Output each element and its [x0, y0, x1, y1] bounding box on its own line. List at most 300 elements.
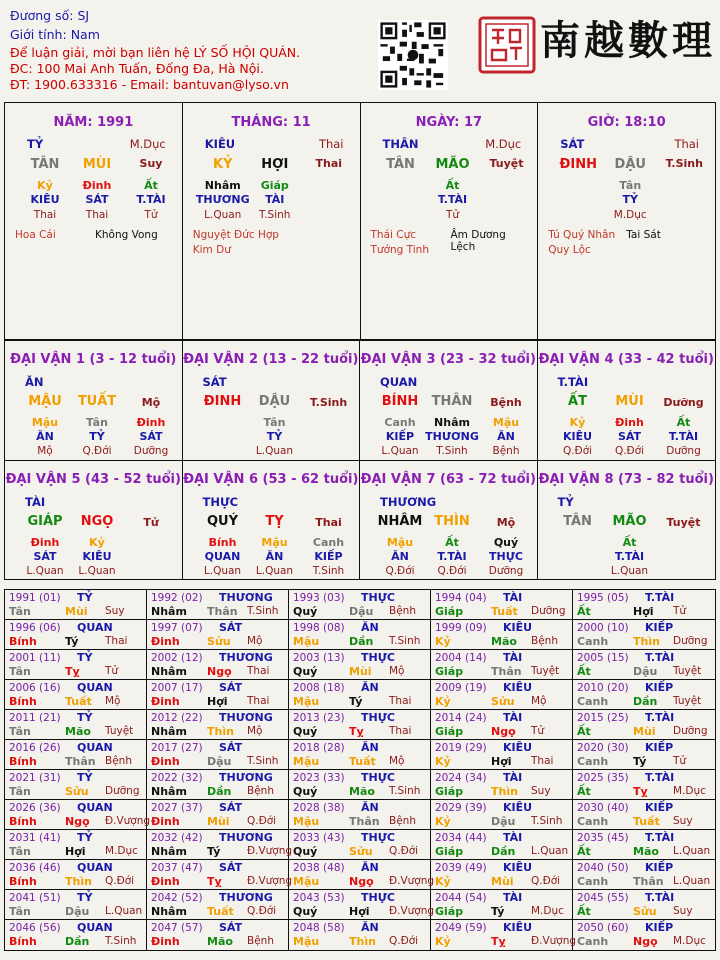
year-branch: Mão — [207, 935, 233, 948]
year-phase: Thai — [247, 665, 270, 677]
big-cycle-stem: TÂN — [563, 513, 592, 529]
year-cell[interactable] — [431, 860, 573, 890]
hidden-stem: Ất — [445, 535, 459, 549]
pillar-stars — [193, 229, 354, 259]
year-branch: Tý — [65, 635, 79, 648]
year-label: 2045 (55) — [577, 892, 629, 904]
pillar-god-row — [9, 137, 178, 153]
year-label: 2011 (21) — [9, 712, 61, 724]
big-cycle-cell[interactable] — [538, 460, 716, 580]
hidden-stem: Kỷ — [569, 416, 586, 429]
year-stem: Bính — [9, 815, 37, 828]
year-label: 2010 (20) — [577, 682, 629, 694]
pillar-stem-branch-row — [365, 157, 534, 175]
hidden-phase: Q.Đới — [385, 564, 415, 577]
big-cycle-phase: T.Sinh — [309, 396, 348, 409]
year-god: SÁT — [219, 681, 243, 694]
year-cell[interactable] — [431, 650, 573, 680]
year-phase: Tuyệt — [673, 665, 702, 677]
year-branch: Hợi — [491, 755, 512, 768]
big-cycle-god: TỶ — [557, 494, 574, 509]
year-cell[interactable] — [573, 740, 715, 770]
year-label: 2029 (39) — [435, 802, 487, 814]
pillar-stem-branch-row — [542, 157, 711, 175]
hidden-god: TỶ — [622, 193, 638, 206]
year-cell[interactable] — [5, 830, 147, 860]
big-cycle-hidden-gods — [9, 430, 178, 446]
hidden-god: KIÊU — [82, 549, 112, 563]
big-cycle-phase: Bệnh — [490, 396, 522, 409]
year-cell[interactable] — [147, 740, 289, 770]
year-cell[interactable] — [147, 830, 293, 860]
year-branch: Tỵ — [65, 665, 80, 678]
year-phase: Dưỡng — [673, 635, 708, 647]
pillar-stem: ĐINH — [559, 157, 597, 172]
year-branch: Tuất — [207, 905, 234, 918]
star-name: Nguyệt Đức Hợp — [192, 229, 279, 241]
pillar-hidden-phases — [542, 209, 711, 227]
hidden-stem: Nhâm — [434, 416, 470, 429]
year-stem: Mậu — [293, 815, 320, 828]
year-stem: Ất — [577, 845, 591, 858]
year-label: 1996 (06) — [9, 622, 61, 634]
year-stem: Quý — [293, 845, 318, 858]
big-cycle-title: ĐẠI VẬN 5 (43 - 52 tuổi) — [5, 471, 181, 487]
big-cycle-cell[interactable] — [183, 460, 361, 580]
pillar-god-phase: Thai — [318, 137, 344, 151]
year-stem: Kỷ — [435, 935, 451, 948]
year-cell[interactable] — [573, 920, 715, 950]
star-line — [548, 229, 709, 244]
big-cycle-cell[interactable] — [538, 340, 716, 460]
big-cycle-branch: THÂN — [431, 394, 473, 409]
year-stem: Nhâm — [151, 785, 187, 798]
year-label: 2018 (28) — [293, 742, 345, 754]
hidden-phase: Q.Đới — [614, 445, 645, 457]
year-cell[interactable] — [573, 650, 715, 680]
pillar-column[interactable] — [361, 103, 539, 339]
year-branch: Ngọ — [491, 725, 516, 738]
year-god: TỶ — [77, 711, 93, 724]
code-line — [10, 8, 380, 24]
hidden-god: KIẾP — [385, 430, 415, 443]
year-cell[interactable] — [5, 740, 147, 770]
year-cell[interactable] — [431, 620, 573, 650]
big-cycle-hidden-phases — [364, 565, 533, 581]
big-cycle-stem-branch — [9, 514, 178, 530]
big-cycle-phase: Tuyệt — [666, 515, 701, 529]
pillar-phase: Tuyệt — [489, 157, 524, 170]
big-cycle-stem-branch — [187, 394, 356, 410]
year-cell[interactable] — [573, 830, 715, 860]
big-cycle-stem: NHÂM — [377, 513, 423, 529]
pillar-stem: TÂN — [30, 157, 60, 172]
year-god: THỰC — [361, 891, 395, 904]
hidden-stem: Kỷ — [37, 179, 53, 192]
star-line — [15, 229, 176, 244]
pillar-stem: TÂN — [386, 157, 415, 172]
year-stem: Canh — [577, 815, 609, 828]
hidden-phase: L.Quan — [78, 564, 116, 577]
year-cell[interactable] — [289, 890, 435, 920]
hidden-god: SÁT — [33, 549, 57, 563]
year-phase: Thai — [105, 635, 128, 647]
year-god: THỰC — [361, 771, 395, 784]
year-label: 1992 (02) — [151, 592, 203, 604]
year-label: 2024 (34) — [435, 772, 487, 784]
year-label: 2022 (32) — [151, 772, 203, 784]
year-phase: Q.Đới — [389, 935, 419, 947]
hidden-stem: Kỷ — [89, 535, 105, 549]
year-cell[interactable] — [573, 800, 715, 830]
year-cell[interactable] — [5, 800, 151, 830]
phone-line: ĐT: 1900.633316 - Email: bantuvan@lyso.vn — [10, 77, 289, 92]
year-cell[interactable] — [431, 830, 573, 860]
big-cycle-stem-branch — [542, 514, 712, 530]
year-label: 2047 (57) — [151, 922, 203, 934]
year-cell[interactable] — [431, 770, 573, 800]
year-cell[interactable] — [5, 590, 147, 620]
star-line — [371, 244, 532, 259]
year-label: 2031 (41) — [9, 832, 61, 844]
year-stem: Bính — [9, 635, 37, 648]
gender-value: Nam — [70, 27, 100, 42]
qr-code-icon[interactable] — [378, 20, 448, 90]
year-cell[interactable] — [5, 890, 147, 920]
hidden-stem: Canh — [312, 535, 345, 549]
year-cell[interactable] — [289, 800, 431, 830]
hidden-god: T.TÀI — [614, 549, 645, 563]
star-name: Kim Dư — [192, 244, 231, 256]
year-cell[interactable] — [5, 680, 147, 710]
hidden-god: ĂN — [497, 430, 515, 443]
big-cycle-stem: BÍNH — [381, 394, 419, 409]
big-cycle-cell[interactable] — [360, 460, 538, 580]
year-label: 2028 (38) — [293, 802, 345, 814]
year-cell[interactable] — [147, 710, 289, 740]
year-phase: Đ.Vượng — [389, 875, 435, 887]
year-cell[interactable] — [147, 800, 289, 830]
big-cycle-cell[interactable] — [5, 460, 183, 580]
year-cell[interactable] — [573, 890, 715, 920]
hidden-god: T.TÀI — [136, 193, 166, 206]
year-label: 2032 (42) — [151, 832, 203, 844]
pillar-hidden-phases — [365, 209, 534, 227]
year-branch: Tỵ — [207, 875, 222, 888]
year-cell[interactable] — [147, 650, 289, 680]
year-cell[interactable] — [431, 680, 573, 710]
big-cycle-phase: Dưỡng — [663, 396, 704, 409]
year-god: ĂN — [361, 621, 379, 634]
big-cycle-title: ĐẠI VẬN 4 (33 - 42 tuổi) — [538, 352, 714, 367]
year-cell[interactable] — [431, 710, 573, 740]
year-cell[interactable] — [573, 770, 715, 800]
hidden-phase: Dưỡng — [666, 445, 701, 457]
year-god: THƯƠNG — [219, 711, 273, 724]
year-label: 2017 (27) — [151, 742, 203, 754]
year-phase: Đ.Vượng — [389, 905, 435, 917]
year-label: 2023 (33) — [293, 772, 345, 784]
star-name: Tai Sát — [626, 229, 661, 241]
big-cycle-cell[interactable] — [360, 340, 538, 460]
big-cycle-phase: Thai — [315, 515, 342, 529]
year-branch: Mùi — [65, 605, 88, 618]
year-god: ĂN — [361, 741, 379, 754]
hidden-stem: Mậu — [31, 416, 59, 429]
year-god: THỰC — [361, 711, 395, 724]
year-branch: Ngọ — [349, 875, 374, 888]
hidden-stem: Tân — [263, 416, 286, 429]
year-cell[interactable] — [147, 680, 289, 710]
year-god: KIẾP — [645, 681, 674, 694]
big-cycle-stem-branch — [364, 394, 533, 410]
year-phase: Bệnh — [389, 815, 416, 827]
year-phase: T.Sinh — [247, 755, 279, 767]
big-cycle-branch: TUẤT — [77, 394, 117, 409]
big-cycle-stem-branch — [364, 514, 533, 530]
year-cell[interactable] — [5, 650, 147, 680]
big-cycle-stem: ĐINH — [203, 394, 242, 409]
year-god: THỰC — [361, 831, 395, 844]
year-god: TÀI — [503, 591, 523, 604]
year-god: T.TÀI — [645, 771, 675, 784]
year-stem: Đinh — [151, 875, 180, 888]
year-label: 2049 (59) — [435, 922, 487, 934]
year-cell[interactable] — [289, 770, 431, 800]
pillar-column[interactable] — [5, 103, 183, 339]
code-value: SJ — [77, 8, 90, 23]
year-stem: Quý — [293, 725, 318, 738]
year-stem: Mậu — [293, 635, 320, 648]
pillar-god-row — [365, 137, 534, 153]
hidden-phase: T.Sinh — [312, 564, 345, 577]
year-cell[interactable] — [289, 920, 431, 950]
year-label: 2021 (31) — [9, 772, 61, 784]
pillar-stars — [371, 229, 532, 259]
year-cell[interactable] — [5, 770, 147, 800]
big-cycle-title: ĐẠI VẬN 3 (23 - 32 tuổi) — [360, 352, 536, 367]
big-cycle-branch: MÙI — [615, 394, 644, 409]
hidden-god: SÁT — [85, 193, 109, 206]
year-cell[interactable] — [5, 710, 147, 740]
year-cell[interactable] — [289, 830, 431, 860]
big-cycle-phase: Mộ — [496, 515, 516, 529]
year-phase: Đ.Vượng — [247, 845, 293, 857]
year-phase: M.Dục — [673, 935, 706, 947]
hidden-god: ĂN — [36, 430, 54, 443]
year-branch: Sửu — [491, 695, 515, 708]
year-phase: T.Sinh — [531, 815, 563, 827]
year-phase: Suy — [105, 605, 125, 617]
year-phase: Mộ — [389, 665, 405, 677]
year-stem: Kỷ — [435, 815, 451, 828]
year-phase: Dưỡng — [673, 725, 708, 737]
year-god: KIÊU — [503, 861, 533, 874]
year-stem: Canh — [577, 875, 609, 888]
hidden-god: QUAN — [204, 549, 241, 563]
year-god: KIẾP — [645, 801, 674, 814]
year-cell[interactable] — [573, 710, 715, 740]
year-cell[interactable] — [5, 620, 147, 650]
year-cell[interactable] — [431, 590, 573, 620]
pillar-god: KIÊU — [204, 137, 236, 151]
year-label: 2016 (26) — [9, 742, 61, 754]
year-cell[interactable] — [147, 770, 289, 800]
big-cycle-god: T.TÀI — [557, 375, 589, 389]
year-cell[interactable] — [431, 890, 573, 920]
year-god: TỶ — [77, 771, 93, 784]
year-cell[interactable] — [289, 590, 431, 620]
year-stem: Giáp — [435, 605, 464, 618]
year-god: KIẾP — [645, 741, 674, 754]
big-cycle-stem: QUÝ — [206, 513, 239, 529]
year-branch: Mùi — [633, 725, 656, 738]
hidden-god: T.TÀI — [437, 549, 467, 563]
year-branch: Dậu — [349, 605, 374, 618]
year-phase: Bệnh — [105, 755, 132, 767]
year-stem: Kỷ — [435, 695, 451, 708]
hidden-stem: Nhâm — [204, 179, 241, 192]
year-branch: Thân — [633, 875, 664, 888]
four-pillars-table — [4, 102, 716, 340]
year-god: KIÊU — [503, 621, 533, 634]
year-stem: Tân — [9, 665, 31, 678]
year-phase: Suy — [673, 905, 693, 917]
hidden-phase: T.Sinh — [259, 209, 291, 221]
gender-line — [10, 27, 380, 43]
year-label: 2042 (52) — [151, 892, 203, 904]
year-cell[interactable] — [573, 590, 715, 620]
year-cell[interactable] — [289, 860, 435, 890]
hidden-phase: Thai — [33, 209, 57, 221]
year-label: 2040 (50) — [577, 862, 629, 874]
big-cycle-hidden-gods — [542, 550, 712, 566]
year-phase: Tuyệt — [531, 665, 560, 677]
year-stem: Ất — [577, 725, 591, 738]
year-stem: Nhâm — [151, 845, 187, 858]
year-phase: Dưỡng — [105, 785, 140, 797]
year-god: TỶ — [77, 891, 93, 904]
year-phase: Thai — [247, 695, 270, 707]
year-branch: Ngọ — [65, 815, 90, 828]
pillar-stars — [15, 229, 176, 244]
year-branch: Dần — [491, 845, 516, 858]
year-cell[interactable] — [573, 680, 715, 710]
year-phase: M.Dục — [673, 785, 706, 797]
year-stem: Đinh — [151, 815, 180, 828]
year-cell[interactable] — [573, 620, 715, 650]
hidden-god: KIÊU — [562, 430, 593, 443]
year-label: 2000 (10) — [577, 622, 629, 634]
year-cell[interactable] — [289, 650, 431, 680]
year-label: 2007 (17) — [151, 682, 203, 694]
pillar-phase: Suy — [139, 157, 163, 170]
year-cell[interactable] — [147, 860, 293, 890]
year-phase: Q.Đới — [247, 905, 277, 917]
year-branch: Hợi — [207, 695, 228, 708]
pillar-phase: Thai — [315, 157, 343, 170]
year-phase: Đ.Vượng — [105, 815, 151, 827]
year-label: 1991 (01) — [9, 592, 61, 604]
year-cell[interactable] — [289, 680, 431, 710]
year-cell[interactable] — [147, 620, 289, 650]
pillar-column[interactable] — [538, 103, 715, 339]
year-label: 2009 (19) — [435, 682, 487, 694]
big-cycle-cell[interactable] — [183, 340, 361, 460]
hidden-stem: Đinh — [615, 416, 644, 429]
year-label: 2035 (45) — [577, 832, 629, 844]
year-label: 2004 (14) — [435, 652, 487, 664]
year-phase: Suy — [531, 785, 551, 797]
year-cell[interactable] — [431, 740, 573, 770]
hidden-god: ĂN — [391, 549, 409, 563]
year-god: TỶ — [77, 831, 93, 844]
year-branch: Hợi — [349, 905, 370, 918]
year-cell[interactable] — [147, 590, 289, 620]
year-stem: Tân — [9, 725, 31, 738]
year-god: KIÊU — [503, 921, 533, 934]
year-cell[interactable] — [5, 860, 147, 890]
big-cycle-stem: GIÁP — [27, 513, 63, 529]
year-cell[interactable] — [147, 920, 289, 950]
year-label: 2012 (22) — [151, 712, 203, 724]
year-label: 2044 (54) — [435, 892, 487, 904]
pillar-stem-branch-row — [9, 157, 178, 175]
year-god: SÁT — [219, 921, 243, 934]
year-god: T.TÀI — [645, 651, 675, 664]
year-cell[interactable] — [431, 920, 577, 950]
year-cell[interactable] — [289, 620, 431, 650]
year-god: SÁT — [219, 861, 243, 874]
pillar-column[interactable] — [183, 103, 361, 339]
year-label: 2005 (15) — [577, 652, 629, 664]
year-cell[interactable] — [147, 890, 289, 920]
pillar-branch: MÃO — [435, 157, 470, 172]
year-cell[interactable] — [289, 740, 431, 770]
year-stem: Tân — [9, 905, 31, 918]
annual-cycles-table — [4, 589, 716, 951]
year-phase: Tử — [531, 725, 545, 737]
year-cell[interactable] — [5, 920, 147, 950]
big-cycle-cell[interactable] — [5, 340, 183, 460]
big-cycle-hidden-phases — [9, 565, 178, 581]
year-phase: Thai — [389, 695, 412, 707]
hidden-god: THỰC — [489, 549, 523, 563]
pillar-god-phase: Thai — [674, 137, 699, 151]
year-phase: Mộ — [105, 695, 121, 707]
year-branch: Dậu — [65, 905, 90, 918]
year-label: 2027 (37) — [151, 802, 203, 814]
year-stem: Bính — [9, 935, 37, 948]
year-phase: Bệnh — [389, 605, 416, 617]
big-cycle-stem-branch — [542, 394, 712, 410]
year-cell[interactable] — [573, 860, 715, 890]
year-cell[interactable] — [289, 710, 431, 740]
hidden-stem: Ất — [676, 416, 691, 429]
year-branch: Dậu — [633, 665, 658, 678]
year-god: THỰC — [361, 651, 395, 664]
year-cell[interactable] — [431, 800, 573, 830]
year-phase: Tử — [673, 755, 687, 767]
year-god: KIẾP — [645, 861, 674, 874]
year-branch: Thân — [349, 815, 380, 828]
big-cycle-stem-branch — [187, 514, 356, 530]
star-name: Tướng Tinh — [370, 244, 429, 256]
hidden-stem: Tân — [619, 179, 642, 192]
year-stem: Bính — [9, 755, 37, 768]
year-branch: Tuất — [633, 815, 660, 828]
year-label: 2015 (25) — [577, 712, 629, 724]
